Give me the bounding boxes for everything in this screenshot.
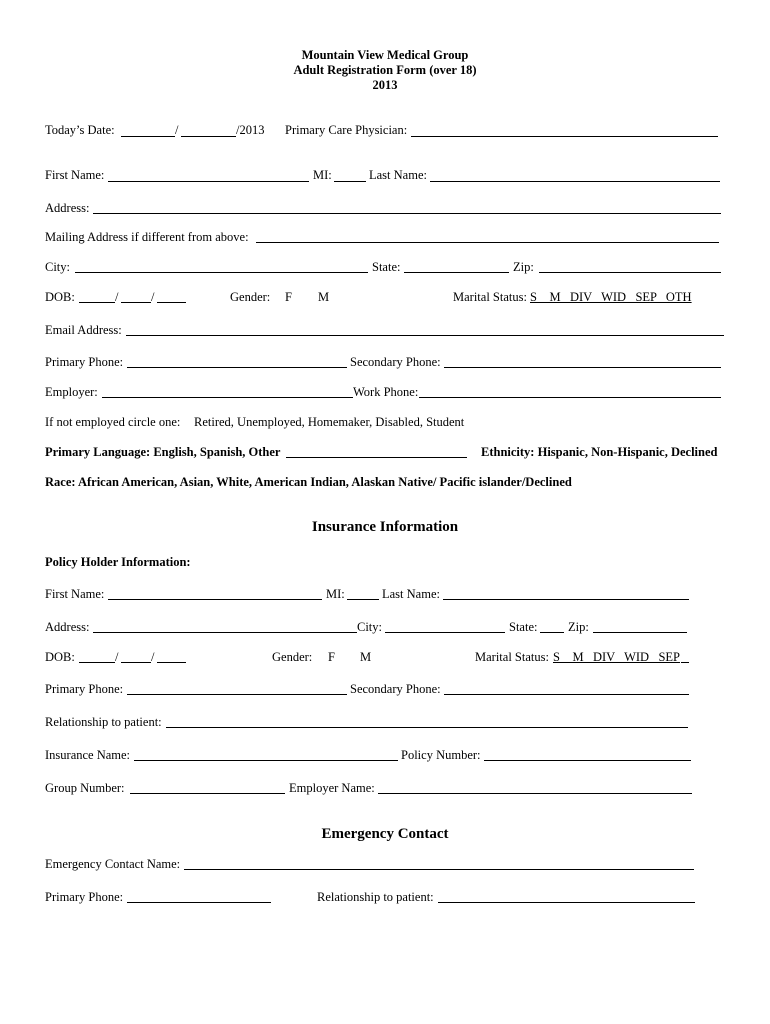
- date-slash: /: [175, 123, 179, 137]
- address-label: Address:: [45, 201, 90, 215]
- not-employed-options[interactable]: Retired, Unemployed, Homemaker, Disabled, Student: [194, 415, 465, 429]
- employer-name-label: Employer Name:: [289, 781, 375, 795]
- mi-field[interactable]: [334, 181, 366, 182]
- insurance-name-field[interactable]: [134, 760, 398, 761]
- not-employed-label: If not employed circle one:: [45, 415, 181, 429]
- group-number-field[interactable]: [130, 793, 285, 794]
- ins-dob-day-field[interactable]: [121, 662, 151, 663]
- emergency-contact-name-label: Emergency Contact Name:: [45, 857, 181, 871]
- policy-number-label: Policy Number:: [401, 748, 481, 762]
- pcp-label: Primary Care Physician:: [285, 123, 408, 137]
- todays-date-label: Today’s Date:: [45, 123, 115, 137]
- primary-language-label: Primary Language: English, Spanish, Other: [45, 445, 281, 459]
- work-phone-field[interactable]: [419, 397, 721, 398]
- race-label: Race: African American, Asian, White, American Indian, Alaskan Native/ Pacific islander/Declined: [45, 475, 572, 489]
- ins-marital-underline-tail: [681, 662, 689, 663]
- marital-status-label: Marital Status:: [453, 290, 527, 304]
- city-field[interactable]: [75, 272, 368, 273]
- first-name-label: First Name:: [45, 168, 105, 182]
- employer-name-field[interactable]: [378, 793, 692, 794]
- policy-holder-label: Policy Holder Information:: [45, 555, 191, 569]
- ins-mi-label: MI:: [326, 587, 345, 601]
- mailing-address-label: Mailing Address if different from above:: [45, 230, 249, 244]
- gender-m-option[interactable]: M: [318, 290, 330, 304]
- ins-state-field[interactable]: [540, 632, 564, 633]
- ins-gender-f-option[interactable]: F: [328, 650, 335, 664]
- ins-gender-m-option[interactable]: M: [360, 650, 372, 664]
- first-name-field[interactable]: [108, 181, 309, 182]
- ins-last-name-label: Last Name:: [382, 587, 440, 601]
- form-title: Adult Registration Form (over 18): [293, 63, 477, 77]
- ins-relationship-label: Relationship to patient:: [45, 715, 162, 729]
- emergency-relationship-label: Relationship to patient:: [317, 890, 434, 904]
- pcp-field[interactable]: [411, 136, 718, 137]
- last-name-label: Last Name:: [369, 168, 427, 182]
- emergency-contact-name-field[interactable]: [184, 869, 694, 870]
- state-label: State:: [372, 260, 401, 274]
- secondary-phone-field[interactable]: [444, 367, 721, 368]
- ins-secondary-phone-label: Secondary Phone:: [350, 682, 441, 696]
- date-month-field[interactable]: [121, 136, 175, 137]
- email-label: Email Address:: [45, 323, 122, 337]
- ins-dob-slash-2: /: [151, 650, 155, 664]
- dob-label: DOB:: [45, 290, 75, 304]
- ins-first-name-field[interactable]: [108, 599, 322, 600]
- address-field[interactable]: [93, 213, 721, 214]
- last-name-field[interactable]: [430, 181, 720, 182]
- dob-month-field[interactable]: [79, 302, 115, 303]
- ethnicity-label: Ethnicity: Hispanic, Non-Hispanic, Declined: [481, 445, 718, 459]
- ins-primary-phone-field[interactable]: [127, 694, 347, 695]
- ins-zip-label: Zip:: [568, 620, 589, 634]
- employer-field[interactable]: [102, 397, 353, 398]
- emergency-primary-phone-label: Primary Phone:: [45, 890, 124, 904]
- policy-number-field[interactable]: [484, 760, 691, 761]
- ins-city-label: City:: [357, 620, 383, 634]
- date-day-field[interactable]: [181, 136, 236, 137]
- ins-city-field[interactable]: [385, 632, 505, 633]
- dob-day-field[interactable]: [121, 302, 151, 303]
- primary-phone-label: Primary Phone:: [45, 355, 124, 369]
- ins-relationship-field[interactable]: [166, 727, 688, 728]
- work-phone-label: Work Phone:: [353, 385, 419, 399]
- date-year-suffix: /2013: [236, 123, 265, 137]
- city-label: City:: [45, 260, 71, 274]
- ins-dob-label: DOB:: [45, 650, 75, 664]
- mi-label: MI:: [313, 168, 332, 182]
- emergency-heading: Emergency Contact: [321, 826, 449, 842]
- emergency-primary-phone-field[interactable]: [127, 902, 271, 903]
- insurance-name-label: Insurance Name:: [45, 748, 131, 762]
- email-field[interactable]: [126, 335, 724, 336]
- zip-field[interactable]: [539, 272, 721, 273]
- ins-secondary-phone-field[interactable]: [444, 694, 689, 695]
- primary-language-other-field[interactable]: [286, 457, 467, 458]
- form-year: 2013: [372, 78, 398, 92]
- ins-primary-phone-label: Primary Phone:: [45, 682, 124, 696]
- ins-dob-month-field[interactable]: [79, 662, 115, 663]
- ins-first-name-label: First Name:: [45, 587, 105, 601]
- gender-f-option[interactable]: F: [285, 290, 292, 304]
- primary-phone-field[interactable]: [127, 367, 347, 368]
- org-name: Mountain View Medical Group: [301, 48, 469, 62]
- insurance-heading: Insurance Information: [311, 519, 459, 535]
- ins-zip-field[interactable]: [593, 632, 687, 633]
- dob-slash-1: /: [115, 290, 119, 304]
- ins-dob-year-field[interactable]: [157, 662, 186, 663]
- marital-status-options[interactable]: S M DIV WID SEP OTH: [530, 290, 692, 304]
- ins-mi-field[interactable]: [347, 599, 379, 600]
- ins-marital-status-options[interactable]: S M DIV WID SEP: [553, 650, 680, 664]
- ins-dob-slash-1: /: [115, 650, 119, 664]
- dob-year-field[interactable]: [157, 302, 186, 303]
- mailing-address-field[interactable]: [256, 242, 719, 243]
- ins-address-field[interactable]: [93, 632, 357, 633]
- ins-gender-label: Gender:: [272, 650, 313, 664]
- zip-label: Zip:: [513, 260, 534, 274]
- gender-label: Gender:: [230, 290, 271, 304]
- ins-last-name-field[interactable]: [443, 599, 689, 600]
- ins-address-label: Address:: [45, 620, 90, 634]
- secondary-phone-label: Secondary Phone:: [350, 355, 441, 369]
- dob-slash-2: /: [151, 290, 155, 304]
- emergency-relationship-field[interactable]: [438, 902, 695, 903]
- employer-label: Employer:: [45, 385, 98, 399]
- ins-state-label: State:: [509, 620, 538, 634]
- ins-marital-status-label: Marital Status:: [475, 650, 549, 664]
- state-field[interactable]: [404, 272, 509, 273]
- group-number-label: Group Number:: [45, 781, 125, 795]
